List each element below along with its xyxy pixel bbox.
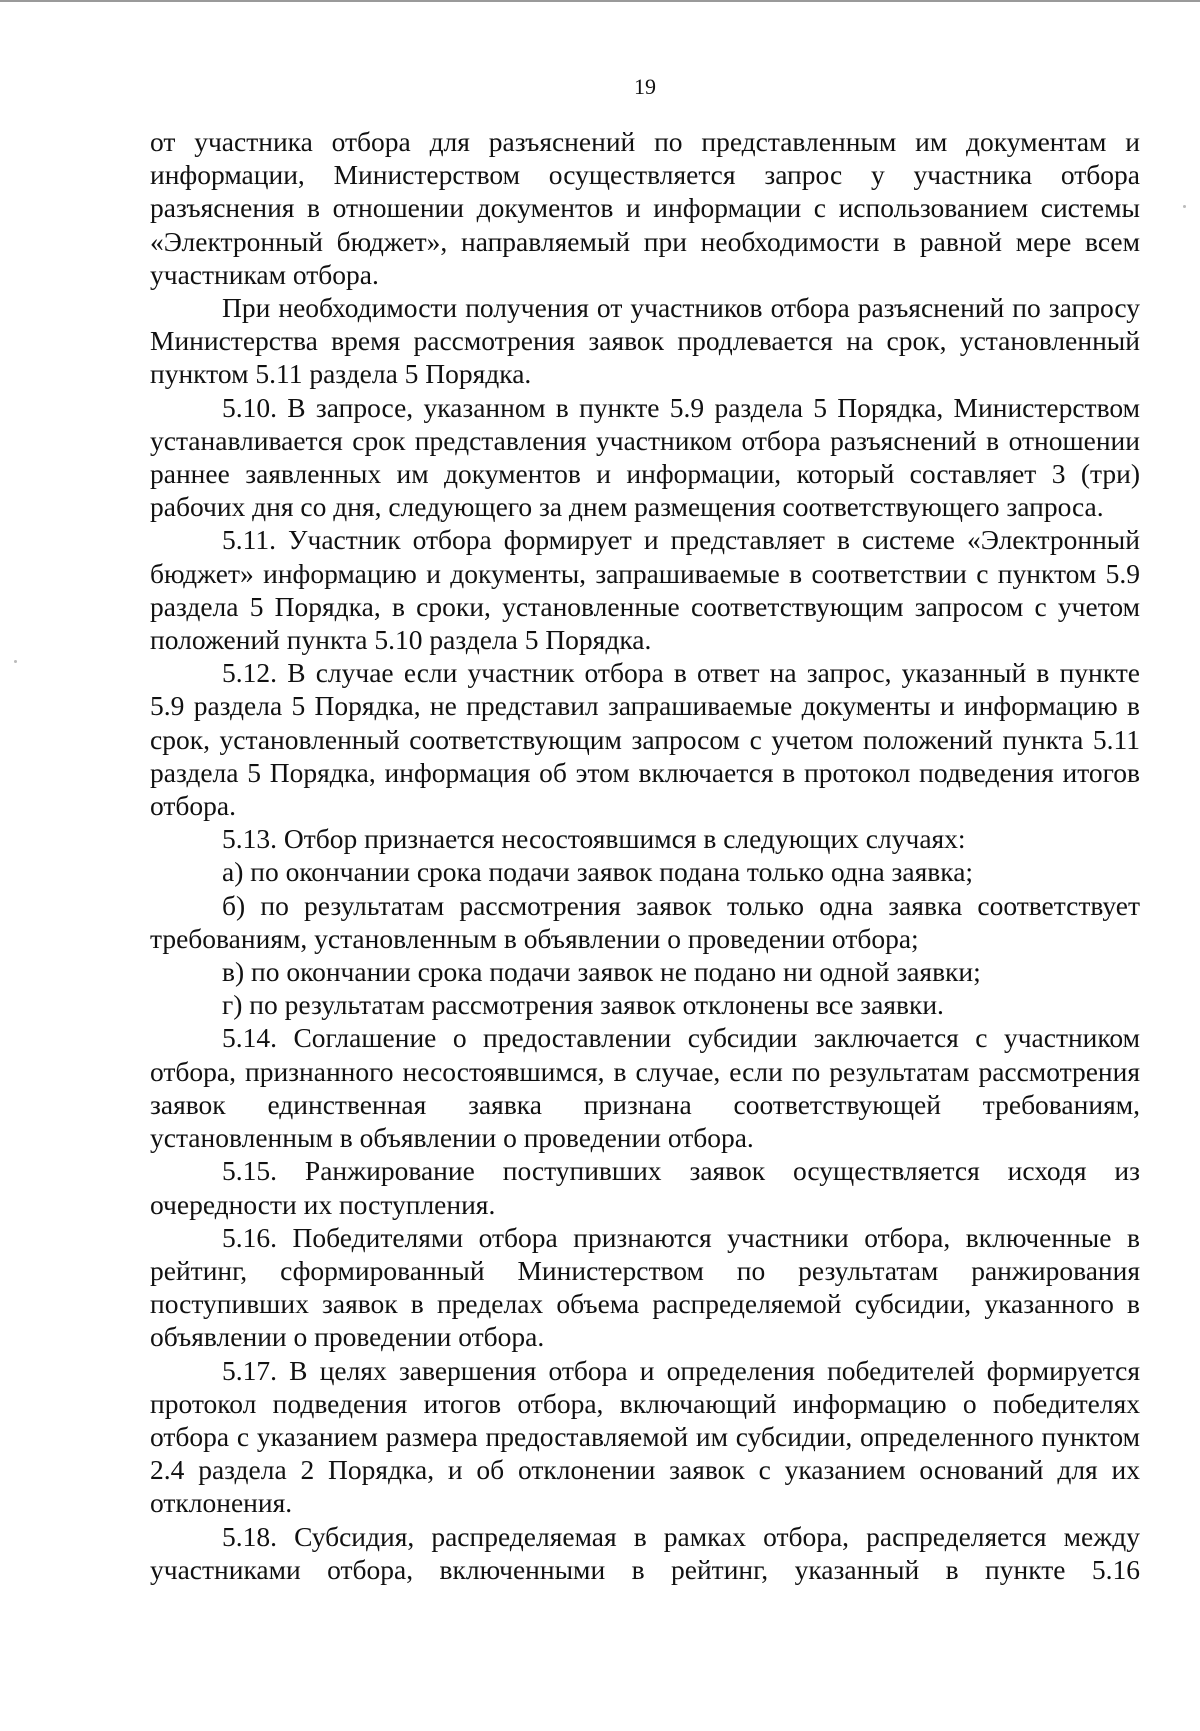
scan-speck: [1183, 205, 1186, 208]
paragraph-5-16: 5.16. Победителями отбора признаются участники отбора, включенные в рейтинг, сформированный Министерством по результатам ранжирования поступивших заявок в пределах объема распределяемой субсидии, указанного в объявлении о проведении отбора.: [150, 1221, 1140, 1353]
paragraph-5-17: 5.17. В целях завершения отбора и определения победителей формируется протокол подведения итогов отбора, включающий информацию о победителях отбора с указанием размера предоставляемой им субсидии, определенного пунктом 2.4 раздела 2 Порядка, и об отклонении заявок с указанием оснований для их отклонения.: [150, 1354, 1140, 1519]
paragraph-5-18: 5.18. Субсидия, распределяемая в рамках отбора, распределяется между участниками отбора, включенными в рейтинг, указанный в пункте 5.16: [150, 1520, 1140, 1585]
paragraph-clarification-term: При необходимости получения от участников отбора разъяснений по запросу Министерства время рассмотрения заявок продлевается на срок, установленный пунктом 5.11 раздела 5 Порядка.: [150, 292, 1140, 390]
scan-speck: [14, 660, 17, 663]
list-item-v: в) по окончании срока подачи заявок не подано ни одной заявки;: [222, 956, 981, 988]
list-item-a: а) по окончании срока подачи заявок подана только одна заявка;: [222, 856, 974, 888]
document-body: [150, 125, 1140, 1586]
list-item-b: б) по результатам рассмотрения заявок только одна заявка соответствует требованиям, установленным в объявлении о проведении отбора;: [150, 889, 1140, 954]
paragraph-5-13: 5.13. Отбор признается несостоявшимся в следующих случаях:: [222, 823, 966, 855]
paragraph-5-10: 5.10. В запросе, указанном в пункте 5.9 раздела 5 Порядка, Министерством устанавливается срок представления участником отбора разъяснений в отношении раннее заявленных им документов и информации, который составляет 3 (три) рабочих дня со дня, следующего за днем размещения соответствующего запроса.: [150, 391, 1140, 523]
paragraph-5-12: 5.12. В случае если участник отбора в ответ на запрос, указанный в пункте 5.9 раздела 5 Порядка, не представил запрашиваемые документы и информацию в срок, установленный соответствующим запросом с учетом положений пункта 5.11 раздела 5 Порядка, информация об этом включается в протокол подведения итогов отбора.: [150, 657, 1140, 822]
paragraph-5-11: 5.11. Участник отбора формирует и представляет в системе «Электронный бюджет» информацию и документы, запрашиваемые в соответствии с пунктом 5.9 раздела 5 Порядка, в сроки, установленные соответствующим запросом с учетом положений пункта 5.10 раздела 5 Порядка.: [150, 524, 1140, 656]
paragraph-5-15: 5.15. Ранжирование поступивших заявок осуществляется исходя из очередности их поступления.: [150, 1155, 1140, 1220]
paragraph-5-14: 5.14. Соглашение о предоставлении субсидии заключается с участником отбора, признанного несостоявшимся, в случае, если по результатам рассмотрения заявок единственная заявка признана соответствующей требованиям, установленным в объявлении о проведении отбора.: [150, 1022, 1140, 1154]
paragraph-continuation: от участника отбора для разъяснений по представленным им документам и информации, Министерством осуществляется запрос у участника отбора разъяснения в отношении документов и информации с использованием системы «Электронный бюджет», направляемый при необходимости в равной мере всем участникам отбора.: [150, 126, 1140, 290]
page-number: 19: [634, 74, 656, 99]
scan-top-edge: [0, 0, 1200, 2]
list-item-g: г) по результатам рассмотрения заявок отклонены все заявки.: [222, 989, 944, 1021]
